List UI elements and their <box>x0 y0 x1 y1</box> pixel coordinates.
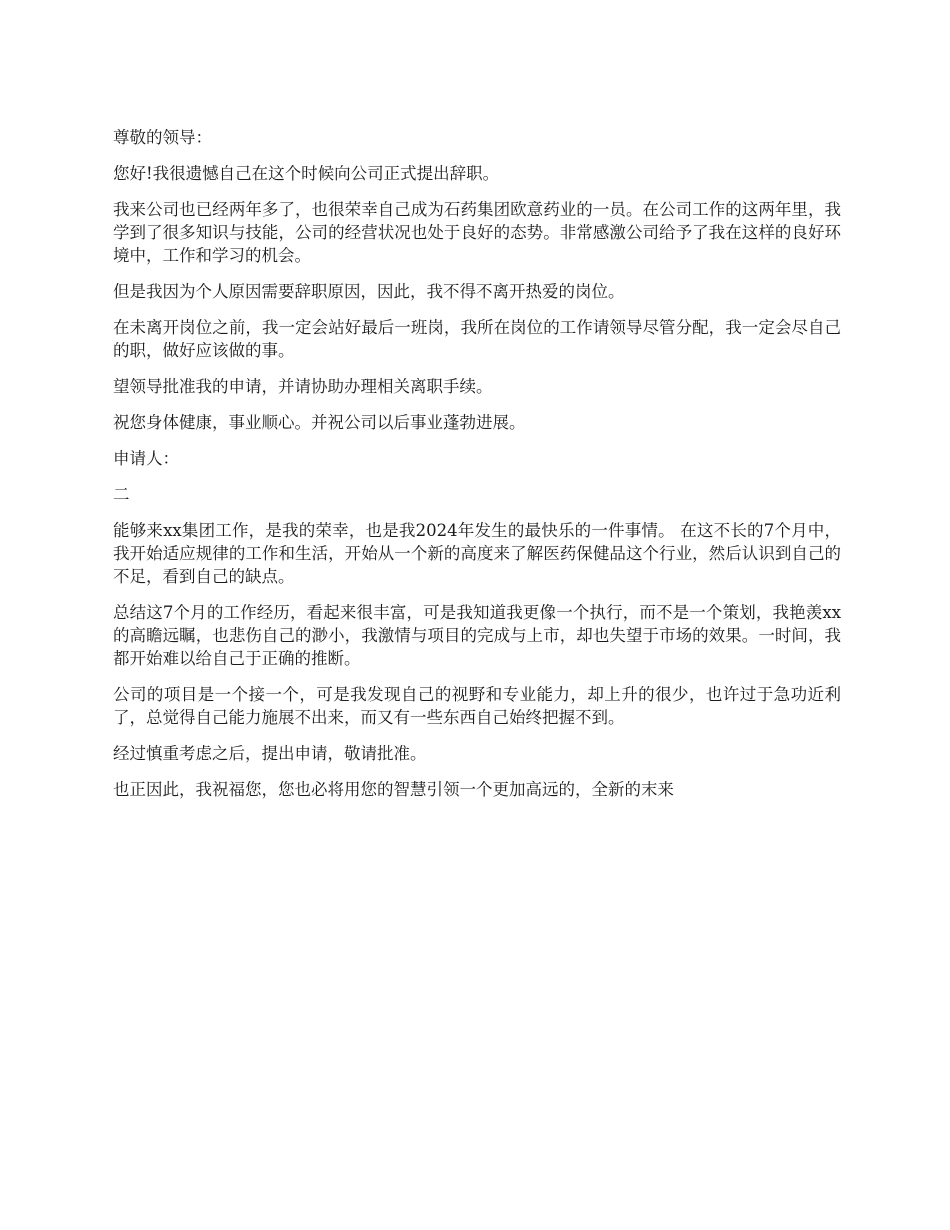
document-body <box>113 126 841 814</box>
paragraph-reason: 但是我因为个人原因需要辞职原因，因此，我不得不离开热爱的岗位。 <box>113 282 625 301</box>
paragraph-request: 望领导批准我的申请，并请协助办理相关离职手续。 <box>113 377 493 396</box>
section-number: 二 <box>113 485 130 504</box>
paragraph-background: 我来公司也已经两年多了，也很荣幸自己成为石药集团欧意药业的一员。在公司工作的这两年里，我学到了很多知识与技能，公司的经营状况也处于良好的态势。非常感激公司给予了我在这样的良好环境中，工作和学习的机会。 <box>113 200 841 265</box>
paragraph-commitment: 在未离开岗位之前，我一定会站好最后一班岗，我所在岗位的工作请领导尽管分配，我一定会尽自己的职，做好应该做的事。 <box>113 318 841 360</box>
salutation: 尊敬的领导： <box>113 128 212 147</box>
paragraph-summary-2: 总结这7个月的工作经历，看起来很丰富，可是我知道我更像一个执行，而不是一个策划，我艳羡xx的高瞻远瞩，也悲伤自己的渺小，我激情与项目的完成与上市，却也失望于市场的效果。一时间，我都开始难以给自己于正确的推断。 <box>113 603 841 668</box>
paragraph-projects-2: 公司的项目是一个接一个，可是我发现自己的视野和专业能力，却上升的很少，也许过于急功近利了，总觉得自己能力施展不出来，而又有一些东西自己始终把握不到。 <box>113 685 841 727</box>
paragraph-request-2: 经过慎重考虑之后，提出申请，敬请批准。 <box>113 744 427 763</box>
paragraph-greeting: 您好!我很遗憾自己在这个时候向公司正式提出辞职。 <box>113 164 500 183</box>
paragraph-intro-2: 能够来xx集团工作，是我的荣幸，也是我2024年发生的最快乐的一件事情。 在这不长的7个月中，我开始适应规律的工作和生活，开始从一个新的高度来了解医药保健品这个行业，然后认识到自己的不足，看到自己的缺点。 <box>113 521 841 586</box>
paragraph-closing-2: 也正因此，我祝福您，您也必将用您的智慧引领一个更加高远的，全新的末来 <box>113 780 674 799</box>
paragraph-wishes: 祝您身体健康，事业顺心。并祝公司以后事业蓬勃进展。 <box>113 413 526 432</box>
applicant-label: 申请人： <box>113 449 179 468</box>
